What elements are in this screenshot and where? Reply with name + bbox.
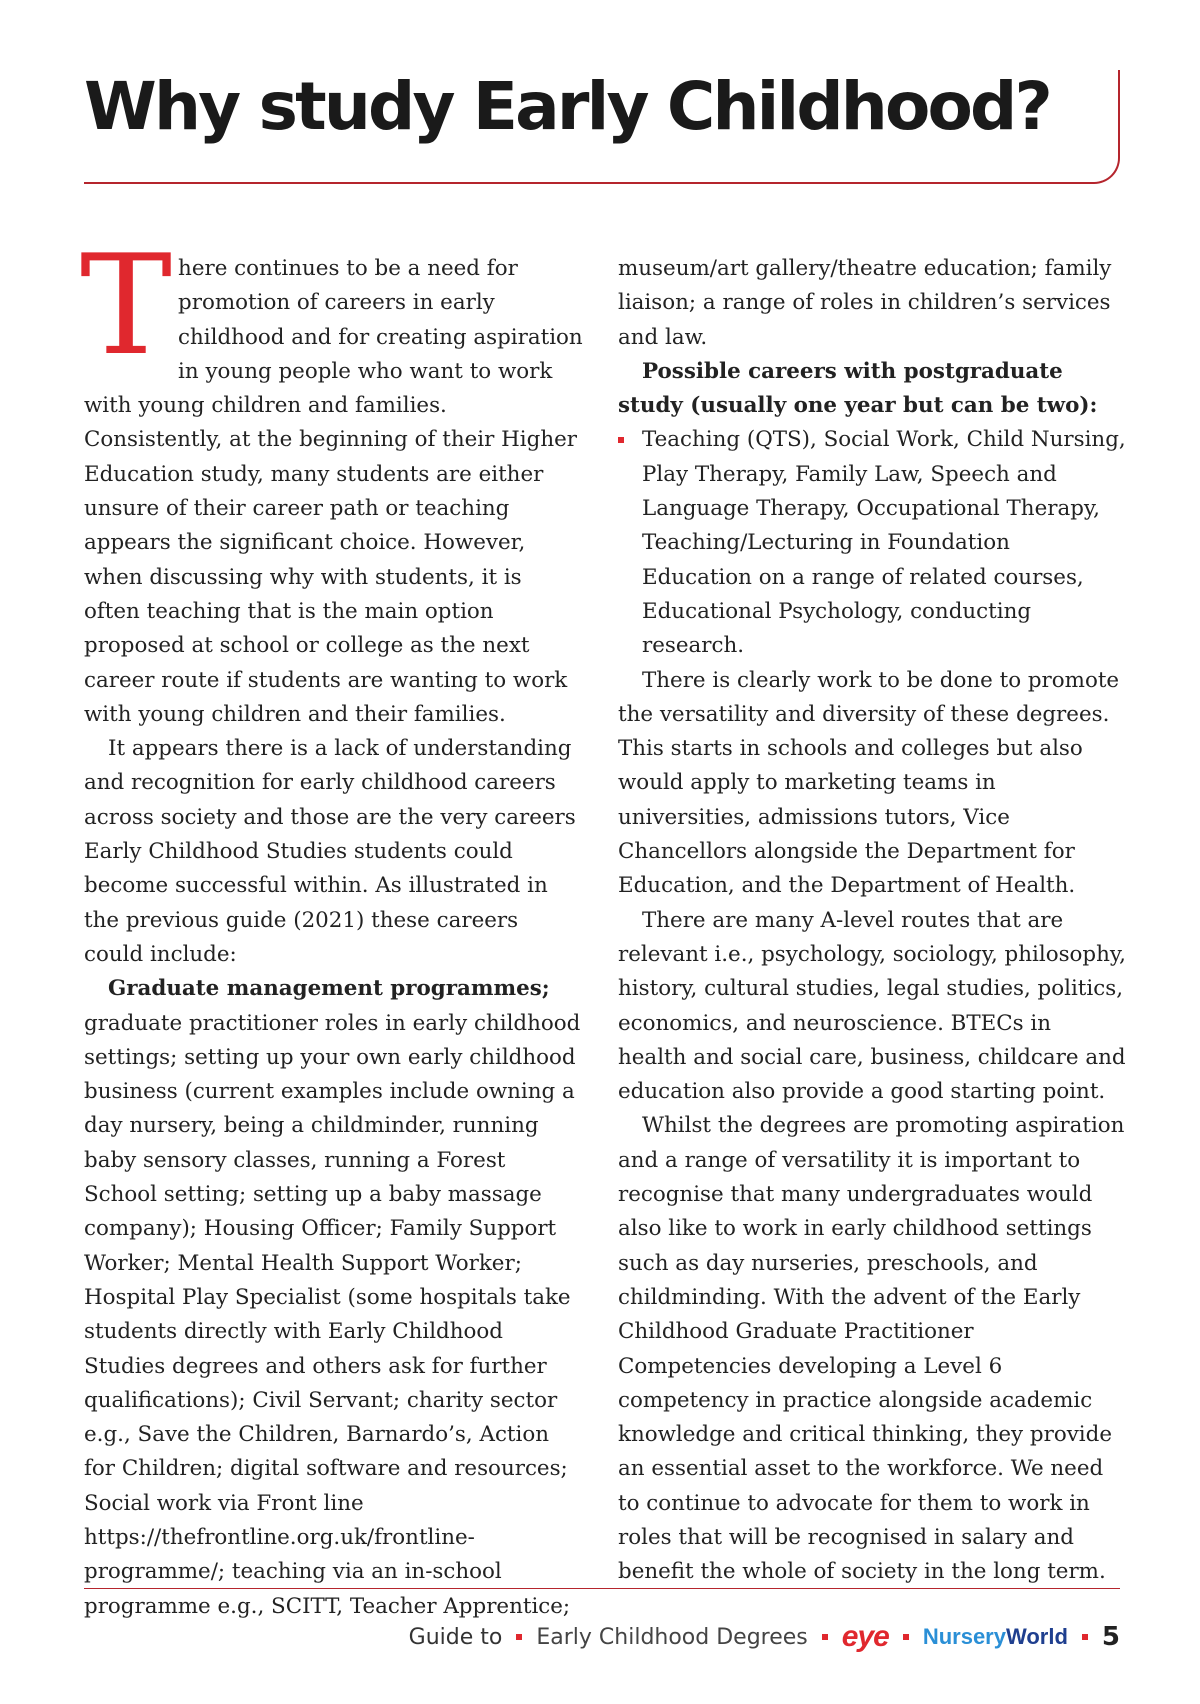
footer-rule xyxy=(84,1588,1120,1589)
list-item xyxy=(618,423,1126,663)
postgraduate-careers-list xyxy=(618,423,1126,663)
footer-separator-icon xyxy=(516,1634,522,1640)
left-paragraph-1 xyxy=(80,225,584,732)
nursery-world-logo xyxy=(923,1624,1068,1650)
footer-separator-icon xyxy=(1082,1634,1088,1640)
eye-logo: eye xyxy=(841,1620,889,1653)
nursery-world-logo-part-2: World xyxy=(1005,1624,1068,1649)
list-item-text: Teaching (QTS), Social Work, Child Nursing, Play Therapy, Family Law, Speech and Language Therapy, Occupational Therapy, Teaching/Lecturing in Foundation Education on a range of related courses, Educational Psychology, conducting research. xyxy=(642,427,1126,659)
left-paragraph-3 xyxy=(84,972,584,1624)
left-paragraph-3-text: graduate practitioner roles in early childhood settings; setting up your own early childhood business (current examples include owning a day nursery, being a childminder, running baby sensory classes, running a Forest School setting; setting up a baby massage company); Housing Officer; Family Support Worker; Mental Health Support Worker; Hospital Play Specialist (some hospitals take students directly with Early Childhood Studies degrees and others ask for further qualifications); Civil Servant; charity sector e.g., Save the Children, Barnardo’s, Action for Children; digital software and resources; Social work via Front line https://thefrontline.org.uk/frontline-programme/; teaching via an in-school programme e.g., SCITT, Teacher Apprentice; xyxy=(84,1010,581,1619)
left-paragraph-2: It appears there is a lack of understanding and recognition for early childhood careers across society and those are the very careers Early Childhood Studies students could become successful within. As illustrated in the previous guide (2021) these careers could include: xyxy=(84,736,576,967)
graduate-management-heading: Graduate management programmes; xyxy=(108,976,550,1002)
left-paragraph-1-text: here continues to be a need for promotion of careers in early childhood and for creating aspiration in young people who want to work with young children and families. Consistently, at the beginning of their Higher Education study, many students are either unsure of their career path or teaching appears the significant choice. However, when discussing why with students, it is often teaching that is the main option proposed at school or college as the next career route if students are wanting to work with young children and their families. xyxy=(84,256,583,727)
footer-guide-name: Early Childhood Degrees xyxy=(536,1624,808,1650)
right-column xyxy=(618,252,1126,1590)
bullet-square-icon xyxy=(618,437,624,443)
postgraduate-careers-heading: Possible careers with postgraduate study (usually one year but can be two): xyxy=(618,358,1098,419)
page-title: Why study Early Childhood? xyxy=(84,68,1050,145)
right-paragraph-1: museum/art gallery/theatre education; family liaison; a range of roles in children’s services and law. xyxy=(618,256,1112,350)
drop-cap: T xyxy=(80,225,173,386)
title-underline-rule xyxy=(84,70,1120,184)
footer xyxy=(409,1620,1120,1654)
left-column xyxy=(80,225,584,1624)
footer-guide-to: Guide to xyxy=(408,1624,503,1650)
right-paragraph-4: Whilst the degrees are promoting aspiration and a range of versatility it is important to recognise that many undergraduates would also like to work in early childhood settings such as day nurseries, preschools, and childminding. With the advent of the Early Childhood Graduate Practitioner Competencies developing a Level 6 competency in practice alongside academic knowledge and critical thinking, they provide an essential asset to the workforce. We need to continue to advocate for them to work in roles that will be recognised in salary and benefit the whole of society in the long term. xyxy=(618,1113,1125,1585)
page-number: 5 xyxy=(1101,1622,1120,1652)
nursery-world-logo-part-1: Nursery xyxy=(922,1624,1006,1649)
right-paragraph-3: There are many A-level routes that are relevant i.e., psychology, sociology, philosophy, history, cultural studies, legal studies, politics, economics, and neuroscience. BTECs in health and social care, business, childcare and education also provide a good starting point. xyxy=(618,907,1126,1105)
footer-separator-icon xyxy=(903,1634,909,1640)
right-paragraph-2: There is clearly work to be done to promote the versatility and diversity of these degrees. This starts in schools and colleges but also would apply to marketing teams in universities, admissions tutors, Vice Chancellors alongside the Department for Education, and the Department of Health. xyxy=(618,667,1120,899)
footer-separator-icon xyxy=(822,1634,828,1640)
